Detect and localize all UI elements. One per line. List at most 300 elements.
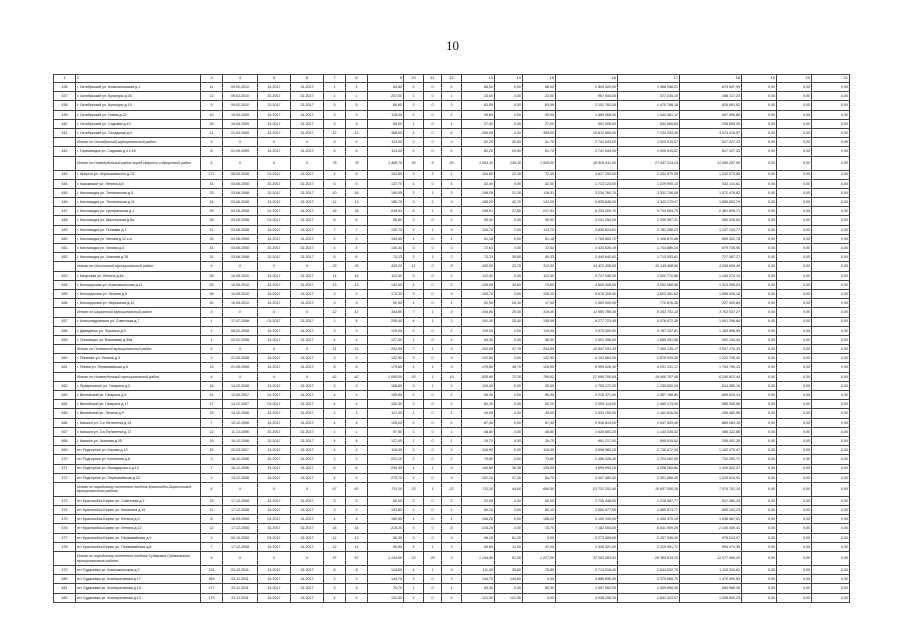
- table-cell: 3: [442, 464, 462, 473]
- table-cell: 7: [404, 308, 424, 317]
- table-cell: X: [258, 552, 291, 566]
- table-cell: 31.2017: [291, 299, 324, 308]
- table-cell: 144,70: [368, 575, 404, 584]
- table-cell: 577 245,10: [618, 92, 680, 101]
- table-cell: 1 901 298,84: [680, 317, 742, 326]
- table-cell: 03.06.2008: [223, 225, 258, 234]
- table-cell: 31.2017: [258, 436, 291, 445]
- table-cell: 0,00: [812, 253, 850, 262]
- table-cell: 31.2017: [291, 244, 324, 253]
- table-cell: 450: [54, 234, 76, 243]
- table-cell: 805 103,23: [680, 506, 742, 515]
- table-cell: 1 744 889,24: [618, 244, 680, 253]
- table-cell: 5: [346, 179, 368, 188]
- table-cell: 179,65: [462, 363, 495, 372]
- table-row: [54, 584, 850, 593]
- table-cell: 171: [201, 170, 223, 179]
- table-cell: 0,00: [812, 119, 850, 128]
- table-cell: 1 753 172,00: [556, 381, 618, 390]
- table-cell: Итого по Пинежский муниципальный район: [76, 345, 201, 354]
- table-cell: 31.2017: [258, 335, 291, 344]
- table-cell: 532 114,61: [680, 179, 742, 188]
- table-cell: 0,00: [742, 262, 777, 271]
- table-cell: 0,00: [812, 92, 850, 101]
- subtotal-row: [54, 308, 850, 317]
- table-cell: 1 628 651,20: [556, 427, 618, 436]
- table-cell: 12: [324, 308, 346, 317]
- table-cell: 4 885 896,00: [556, 575, 618, 584]
- table-cell: 0,00: [495, 496, 523, 505]
- table-cell: 1: [201, 326, 223, 335]
- table-cell: 1: [346, 83, 368, 92]
- table-cell: 31.2017: [291, 234, 324, 243]
- table-cell: 01.2017: [258, 391, 291, 400]
- table-cell: 13: [346, 198, 368, 207]
- table-cell: 109,80: [368, 391, 404, 400]
- table-cell: 2,00: [495, 225, 523, 234]
- table-cell: 18: [346, 524, 368, 533]
- table-cell: 0: [424, 427, 442, 436]
- table-row: [54, 110, 850, 119]
- table-cell: 20.03.2007: [223, 446, 258, 455]
- table-cell: 52,00: [462, 179, 495, 188]
- table-cell: 3 298 260,80: [618, 464, 680, 473]
- table-cell: X: [291, 372, 324, 381]
- table-cell: 3: [346, 110, 368, 119]
- table-cell: 3 407 483,40: [556, 473, 618, 482]
- table-cell: 666,50: [523, 482, 556, 496]
- table-cell: 31.2017: [258, 101, 291, 110]
- table-cell: 0,00: [777, 110, 812, 119]
- subtotal-row: [54, 552, 850, 566]
- table-cell: 31.2017: [291, 253, 324, 262]
- table-cell: 119,00: [523, 326, 556, 335]
- table-cell: 469: [54, 446, 76, 455]
- table-cell: 2 644 002,75: [618, 566, 680, 575]
- table-cell: 31.2017: [258, 110, 291, 119]
- table-cell: 4: [346, 436, 368, 445]
- table-cell: 154,45: [368, 234, 404, 243]
- table-cell: X: [258, 138, 291, 147]
- table-cell: 31.2017: [291, 326, 324, 335]
- table-cell: 125,00: [368, 418, 404, 427]
- table-cell: X: [258, 372, 291, 381]
- table-cell: 129,00: [368, 326, 404, 335]
- table-cell: 517 360,23: [680, 496, 742, 505]
- table-cell: 2 879 925,00: [618, 354, 680, 363]
- table-cell: 3 349 321,00: [556, 542, 618, 551]
- table-cell: 15,70: [523, 524, 556, 533]
- table-cell: 626 891,83: [680, 101, 742, 110]
- table-cell: 1 154 274,14: [680, 271, 742, 280]
- table-cell: 1: [404, 436, 424, 445]
- table-cell: 0,00: [742, 446, 777, 455]
- table-row: [54, 179, 850, 188]
- table-cell: 7 182 004,00: [556, 524, 618, 533]
- table-cell: 54,00: [368, 119, 404, 128]
- table-cell: X: [258, 156, 291, 170]
- table-cell: 10.05.2010: [223, 289, 258, 298]
- table-cell: 31.2017: [258, 280, 291, 289]
- table-cell: 0,00: [812, 593, 850, 602]
- table-cell: 2: [404, 216, 424, 225]
- table-cell: 22: [442, 482, 462, 496]
- table-cell: 1 505,00: [523, 156, 556, 170]
- table-cell: 457: [54, 317, 76, 326]
- table-cell: 6: [346, 216, 368, 225]
- table-cell: 03.10.2011: [223, 566, 258, 575]
- table-cell: 0,00: [495, 92, 523, 101]
- table-cell: г. Октябрьский ул. Садовая д.10: [76, 119, 201, 128]
- table-cell: Итого по Ольхонский муниципальный район: [76, 262, 201, 271]
- table-cell: 4: [324, 335, 346, 344]
- table-cell: 294,30: [368, 464, 404, 473]
- table-cell: 3 617 253,00: [556, 170, 618, 179]
- table-cell: 1 042 061,12: [618, 110, 680, 119]
- table-cell: 1 206 842,23: [680, 593, 742, 602]
- table-cell: 0,00: [812, 524, 850, 533]
- table-cell: 0,00: [777, 566, 812, 575]
- table-cell: 121,30: [368, 593, 404, 602]
- table-cell: пгт Краснообск-Бирюс ул. Первомайская д.9: [76, 533, 201, 542]
- table-cell: 31.2017: [291, 188, 324, 197]
- table-cell: 5 041 909,29: [618, 524, 680, 533]
- table-cell: 17,00: [523, 299, 556, 308]
- table-cell: 0: [424, 216, 442, 225]
- table-cell: 0,00: [812, 299, 850, 308]
- table-cell: 438: [54, 101, 76, 110]
- table-cell: 61,70: [523, 147, 556, 156]
- table-cell: 12: [201, 92, 223, 101]
- table-cell: 12: [346, 533, 368, 542]
- table-cell: 31.2017: [291, 409, 324, 418]
- table-row: [54, 473, 850, 482]
- table-cell: 0: [424, 446, 442, 455]
- table-cell: 0,00: [777, 533, 812, 542]
- table-cell: 80,10: [523, 506, 556, 515]
- table-cell: X: [201, 552, 223, 566]
- table-cell: 0: [424, 128, 442, 137]
- table-cell: 1 033 700,00: [556, 409, 618, 418]
- table-cell: 1 713 053,61: [618, 253, 680, 262]
- table-cell: 31.2017: [258, 225, 291, 234]
- table-cell: 0,00: [495, 381, 523, 390]
- table-cell: 2 430 370,19: [618, 515, 680, 524]
- table-cell: 17.07.2008: [223, 317, 258, 326]
- table-cell: 0,00: [495, 400, 523, 409]
- table-cell: 2 009 114,00: [556, 400, 618, 409]
- table-cell: 0,00: [742, 92, 777, 101]
- table-cell: 4: [346, 400, 368, 409]
- table-cell: 02.11.2011: [223, 575, 258, 584]
- table-cell: 4: [404, 317, 424, 326]
- table-cell: 6: [324, 253, 346, 262]
- table-cell: 2: [442, 216, 462, 225]
- table-cell: 5: [258, 75, 291, 83]
- table-row: [54, 496, 850, 505]
- table-cell: 2 736 672,33: [618, 446, 680, 455]
- table-cell: 0,00: [777, 464, 812, 473]
- table-cell: 227 329,64: [680, 299, 742, 308]
- table-cell: 31.2017: [291, 542, 324, 551]
- table-cell: 10 149 498,60: [618, 262, 680, 271]
- table-cell: 480: [54, 575, 76, 584]
- table-cell: 3: [404, 289, 424, 298]
- table-row: [54, 524, 850, 533]
- table-cell: 0,00: [812, 391, 850, 400]
- table-cell: 31.2017: [291, 575, 324, 584]
- table-cell: 1 065,00: [368, 372, 404, 381]
- table-cell: 0,00: [812, 83, 850, 92]
- table-cell: 1 501 396,00: [556, 335, 618, 344]
- table-cell: 14.12.2006: [223, 473, 258, 482]
- table-cell: 432,00: [462, 262, 495, 271]
- table-cell: 756,62: [523, 372, 556, 381]
- table-cell: 727 587,27: [680, 253, 742, 262]
- table-cell: 5 676 205,00: [556, 289, 618, 298]
- table-cell: 17: [201, 400, 223, 409]
- table-cell: 31.2017: [258, 566, 291, 575]
- table-cell: 16.09.2008: [223, 515, 258, 524]
- table-cell: 52,00: [368, 496, 404, 505]
- table-cell: X: [291, 308, 324, 317]
- table-cell: 3 100 190,00: [556, 515, 618, 524]
- table-cell: 0,00: [812, 345, 850, 354]
- table-cell: 3 241 254,00: [556, 216, 618, 225]
- table-cell: 3: [324, 299, 346, 308]
- table-cell: [54, 372, 76, 381]
- table-cell: г. Предпочинье ул. Гагарина д.3: [76, 381, 201, 390]
- table-cell: 169: [201, 575, 223, 584]
- table-cell: 711,10: [368, 482, 404, 496]
- table-cell: 1 565 026,18: [680, 289, 742, 298]
- table-cell: 0,00: [742, 464, 777, 473]
- table-cell: 7 234 253,35: [618, 128, 680, 137]
- table-cell: 23 732 251,40: [556, 482, 618, 496]
- table-cell: 121,30: [495, 593, 523, 602]
- table-cell: 6: [346, 138, 368, 147]
- table-cell: X: [223, 262, 258, 271]
- table-cell: 0,00: [777, 552, 812, 566]
- table-cell: 3: [442, 552, 462, 566]
- table-row: [54, 354, 850, 363]
- table-cell: 3 714 318,40: [556, 566, 618, 575]
- table-cell: 51,00: [495, 552, 523, 566]
- table-cell: 0,00: [777, 496, 812, 505]
- table-cell: 31.2017: [258, 119, 291, 128]
- table-cell: 0,00: [812, 128, 850, 137]
- table-cell: 399,00: [523, 128, 556, 137]
- table-cell: 0,00: [812, 436, 850, 445]
- table-cell: 31.2017: [291, 436, 324, 445]
- table-cell: 0: [424, 409, 442, 418]
- table-cell: 31.2017: [258, 455, 291, 464]
- table-cell: 3: [404, 354, 424, 363]
- table-cell: 0,00: [495, 326, 523, 335]
- table-cell: 0,00: [812, 225, 850, 234]
- table-cell: 1: [424, 381, 442, 390]
- table-cell: [54, 552, 76, 566]
- table-cell: 95,92: [523, 216, 556, 225]
- table-cell: 2 456 326,40: [556, 455, 618, 464]
- table-cell: 0,00: [495, 289, 523, 298]
- table-cell: г. Вилюйский ул. Гагарина д.9: [76, 391, 201, 400]
- table-cell: 0,00: [742, 418, 777, 427]
- table-cell: 3: [346, 354, 368, 363]
- table-cell: 2: [442, 83, 462, 92]
- table-cell: 11,00: [495, 542, 523, 551]
- table-cell: 31.2017: [258, 179, 291, 188]
- table-cell: 98,10: [462, 533, 495, 542]
- table-cell: г. Оппозицио ул. Вишневая д.30а: [76, 335, 201, 344]
- table-cell: 2: [346, 455, 368, 464]
- table-cell: 3: [324, 381, 346, 390]
- table-cell: 0,00: [812, 566, 850, 575]
- table-cell: 0,00: [742, 496, 777, 505]
- table-cell: 1 400 822,37: [680, 464, 742, 473]
- table-cell: 31.2017: [258, 92, 291, 101]
- table-cell: 2: [201, 354, 223, 363]
- table-row: [54, 207, 850, 216]
- table-cell: 1: [404, 584, 424, 593]
- table-cell: 03.06.2008: [223, 253, 258, 262]
- table-cell: 0,00: [777, 289, 812, 298]
- table-cell: 2 741 543,00: [556, 138, 618, 147]
- table-cell: 49,00: [523, 409, 556, 418]
- table-cell: 2: [404, 110, 424, 119]
- table-cell: 44,60: [495, 482, 523, 496]
- table-cell: 1: [346, 92, 368, 101]
- table-cell: 1: [201, 335, 223, 344]
- table-cell: 4: [442, 335, 462, 344]
- table-cell: 112,00: [462, 271, 495, 280]
- table-cell: 179,65: [368, 363, 404, 372]
- table-cell: 64,70: [523, 473, 556, 482]
- table-cell: 16 657 550,26: [618, 482, 680, 496]
- table-cell: пгт Краснообск-Бирюс ул. Ленина д.12: [76, 524, 201, 533]
- table-cell: 104,80: [368, 170, 404, 179]
- table-cell: 10: [404, 75, 424, 83]
- table-cell: 0,00: [742, 101, 777, 110]
- table-cell: 31.2017: [291, 198, 324, 207]
- table-cell: 0,00: [777, 409, 812, 418]
- table-cell: 0: [424, 515, 442, 524]
- table-cell: 0: [424, 496, 442, 505]
- table-cell: 0,00: [812, 179, 850, 188]
- table-cell: 465: [54, 409, 76, 418]
- table-cell: 1 198 670,66: [618, 234, 680, 243]
- table-cell: 1: [346, 427, 368, 436]
- table-cell: 215,20: [368, 524, 404, 533]
- table-cell: 0,00: [812, 542, 850, 551]
- table-cell: 0,00: [742, 289, 777, 298]
- table-row: [54, 335, 850, 344]
- table-cell: 126,20: [523, 289, 556, 298]
- table-cell: 0,00: [777, 170, 812, 179]
- table-cell: 1 144,60: [462, 552, 495, 566]
- table-cell: 01.2017: [258, 170, 291, 179]
- table-cell: 495 482,96: [680, 409, 742, 418]
- table-cell: 1: [424, 566, 442, 575]
- table-cell: 0,00: [812, 354, 850, 363]
- table-cell: X: [223, 372, 258, 381]
- table-cell: Итого по Октябрьский муниципальный район: [76, 138, 201, 147]
- table-cell: 0,00: [742, 391, 777, 400]
- table-cell: 202,55: [462, 345, 495, 354]
- table-cell: 17.12.2008: [223, 506, 258, 515]
- table-cell: 1 469 173,00: [618, 400, 680, 409]
- table-cell: 115,70: [462, 225, 495, 234]
- table-cell: 116,90: [462, 446, 495, 455]
- table-cell: 31.2017: [258, 289, 291, 298]
- table-cell: 29: [201, 207, 223, 216]
- table-cell: 06.05.2008: [223, 170, 258, 179]
- table-cell: 0,00: [812, 363, 850, 372]
- table-cell: 1 409 898,40: [618, 584, 680, 593]
- table-cell: 49,33: [523, 253, 556, 262]
- table-cell: 0,00: [777, 326, 812, 335]
- table-row: [54, 400, 850, 409]
- table-cell: 1: [442, 234, 462, 243]
- table-row: [54, 101, 850, 110]
- table-cell: 0,00: [777, 308, 812, 317]
- table-cell: 21: [201, 225, 223, 234]
- table-cell: 454: [54, 280, 76, 289]
- table-cell: 2 434 975,55: [618, 170, 680, 179]
- table-cell: 19 406 707,56: [618, 372, 680, 381]
- table-cell: 10.05.2010: [223, 280, 258, 289]
- table-cell: [54, 345, 76, 354]
- table-cell: 0,00: [523, 575, 556, 584]
- table-cell: 0,00: [495, 436, 523, 445]
- table-cell: X: [223, 345, 258, 354]
- table-cell: 4 340 279,47: [618, 198, 680, 207]
- table-cell: 17.12.2008: [223, 524, 258, 533]
- table-cell: 31.2017: [258, 446, 291, 455]
- table-cell: 1 735 448,00: [556, 496, 618, 505]
- table-cell: 7: [346, 225, 368, 234]
- table-cell: 0,00: [742, 515, 777, 524]
- table-cell: 10: [324, 188, 346, 197]
- table-cell: 0: [424, 575, 442, 584]
- table-cell: 31.2017: [291, 533, 324, 542]
- table-cell: 15: [523, 75, 556, 83]
- table-cell: 31.2017: [291, 464, 324, 473]
- table-cell: 22,40: [495, 170, 523, 179]
- table-cell: 0,00: [523, 533, 556, 542]
- table-cell: г. Белоцерковь ул. Мирошная д.12: [76, 299, 201, 308]
- table-cell: 142,00: [523, 198, 556, 207]
- table-cell: 3: [404, 170, 424, 179]
- table-cell: 3 074 315,97: [680, 128, 742, 137]
- table-cell: 1: [442, 584, 462, 593]
- table-cell: 460: [54, 354, 76, 363]
- table-cell: 0,00: [742, 179, 777, 188]
- table-cell: 4: [346, 593, 368, 602]
- table-cell: 2: [404, 455, 424, 464]
- table-cell: 0,00: [812, 381, 850, 390]
- table-cell: 547 006,88: [680, 110, 742, 119]
- table-cell: 453: [54, 271, 76, 280]
- table-cell: пгт Подгорное ул. Первомайская д.22: [76, 473, 201, 482]
- table-cell: пгт Подгорное ул. Кирова д.10: [76, 446, 201, 455]
- table-cell: 1: [324, 409, 346, 418]
- table-cell: 23: [404, 482, 424, 496]
- table-cell: X: [223, 156, 258, 170]
- table-cell: 31.2017: [258, 524, 291, 533]
- table-cell: 6: [442, 128, 462, 137]
- table-cell: 59,30: [523, 584, 556, 593]
